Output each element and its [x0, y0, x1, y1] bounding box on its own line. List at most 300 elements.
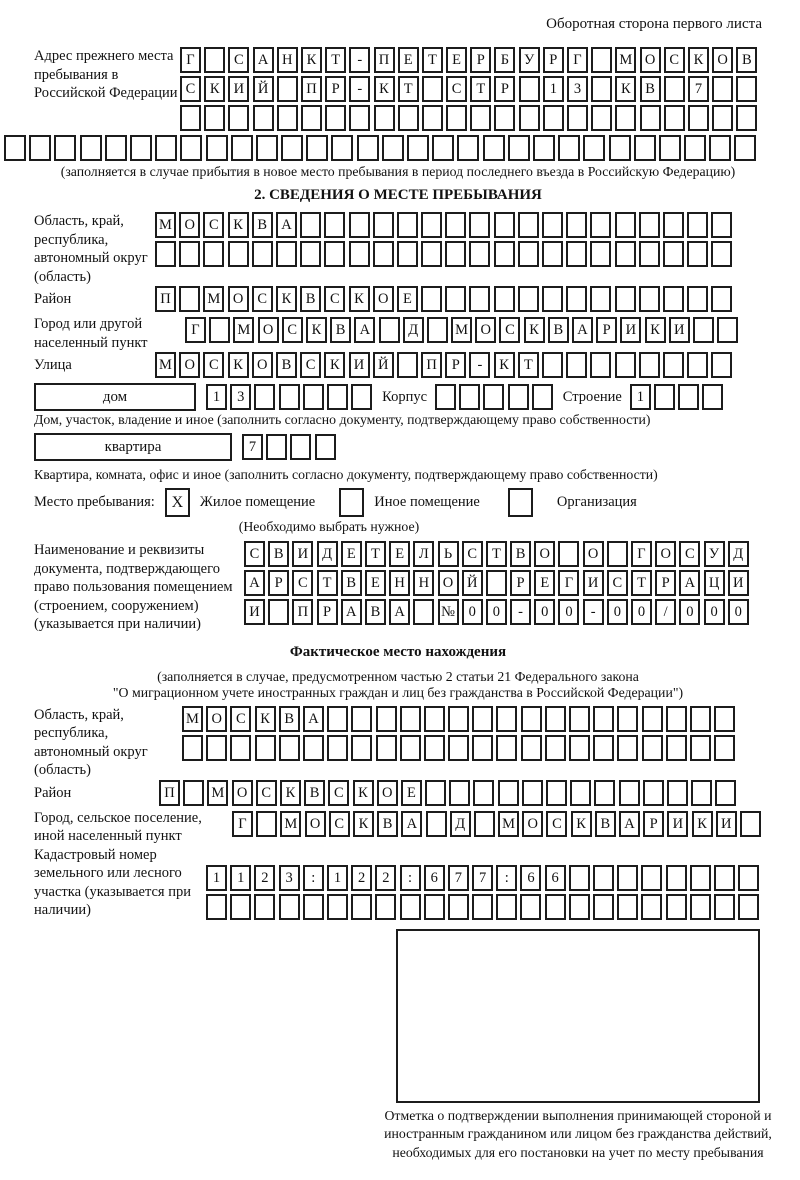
char-cell: Т [422, 47, 443, 73]
char-cell [591, 76, 612, 102]
char-cell: С [300, 352, 321, 378]
char-cell [228, 241, 249, 267]
char-cell: Е [389, 541, 410, 567]
char-cell [277, 76, 298, 102]
char-cell: : [400, 865, 421, 891]
char-cell [445, 241, 466, 267]
prev-address-row-3 [180, 105, 757, 131]
char-cell: Р [655, 570, 676, 596]
char-cell [663, 352, 684, 378]
char-cell [615, 286, 636, 312]
char-cell: Л [413, 541, 434, 567]
char-cell: 1 [206, 384, 227, 410]
char-cell [583, 135, 605, 161]
char-cell: С [324, 286, 345, 312]
char-cell: А [341, 599, 362, 625]
char-cell: Д [403, 317, 424, 343]
char-cell: М [155, 212, 176, 238]
char-cell: П [155, 286, 176, 312]
char-cell: С [664, 47, 685, 73]
char-cell [508, 384, 529, 410]
char-cell [276, 241, 297, 267]
char-cell [690, 706, 711, 732]
char-cell [331, 135, 353, 161]
char-cell [567, 105, 588, 131]
char-cell: О [475, 317, 496, 343]
char-cell [663, 286, 684, 312]
char-cell [690, 894, 711, 920]
char-cell [231, 135, 253, 161]
char-cell [183, 780, 204, 806]
char-cell: К [228, 352, 249, 378]
char-cell: В [510, 541, 531, 567]
char-cell: Т [631, 570, 652, 596]
char-cell [349, 105, 370, 131]
char-cell [570, 780, 591, 806]
stay-type-checkbox-residential: X [165, 488, 190, 517]
apartment-number-boxes [242, 434, 336, 460]
char-cell [740, 811, 761, 837]
document-row-2 [244, 570, 749, 596]
registration-stamp-area [396, 929, 760, 1103]
char-cell: С [244, 541, 265, 567]
char-cell [204, 105, 225, 131]
char-cell: 2 [351, 865, 372, 891]
char-cell: 0 [728, 599, 749, 625]
char-cell: К [255, 706, 276, 732]
char-cell [654, 384, 675, 410]
char-cell: А [389, 599, 410, 625]
char-cell [711, 352, 732, 378]
char-cell [426, 811, 447, 837]
char-cell: О [228, 286, 249, 312]
char-cell [714, 735, 735, 761]
char-cell: С [462, 541, 483, 567]
char-cell: К [301, 47, 322, 73]
char-cell [717, 317, 738, 343]
char-cell [639, 286, 660, 312]
region-block [34, 212, 762, 286]
char-cell [29, 135, 51, 161]
char-cell [615, 212, 636, 238]
actual-city-row [232, 811, 761, 837]
char-cell [206, 135, 228, 161]
prev-address-rows [180, 47, 757, 134]
char-cell [522, 780, 543, 806]
char-cell [351, 384, 372, 410]
house-type-box: дом [34, 383, 196, 411]
region-row-1 [155, 212, 732, 238]
actual-region-label: Область, край, республика, автономный округ (область) [34, 706, 148, 778]
char-cell: У [519, 47, 540, 73]
char-cell: 0 [558, 599, 579, 625]
stay-type-checkbox-organization [508, 488, 533, 517]
char-cell: Т [365, 541, 386, 567]
char-cell: 6 [520, 865, 541, 891]
char-cell: Е [398, 47, 419, 73]
char-cell: К [374, 76, 395, 102]
char-cell: К [571, 811, 592, 837]
char-cell [641, 894, 662, 920]
char-cell [736, 105, 757, 131]
char-cell: И [620, 317, 641, 343]
char-cell: / [655, 599, 676, 625]
char-cell: К [645, 317, 666, 343]
char-cell: 0 [607, 599, 628, 625]
char-cell: Н [389, 570, 410, 596]
char-cell: 7 [242, 434, 263, 460]
stamp-caption: Отметка о подтверждении выполнения принимающей стороной и иностранным гражданином или лицом без гражданства действий, необходимых для его постановки на учет по месту пребывания [384, 1107, 772, 1160]
char-cell [542, 286, 563, 312]
char-cell [496, 735, 517, 761]
char-cell [397, 241, 418, 267]
char-cell [640, 105, 661, 131]
char-cell [315, 434, 336, 460]
char-cell [711, 286, 732, 312]
char-cell [546, 780, 567, 806]
char-cell [4, 135, 26, 161]
char-cell: О [655, 541, 676, 567]
char-cell [252, 241, 273, 267]
stay-type-note: (Необходимо выбрать нужное) [238, 519, 420, 534]
stay-type-option-residential: Жилое помещение [199, 494, 316, 510]
prev-address-label: Адрес прежнего места пребывания в Российской Федерации [34, 48, 178, 101]
char-cell: Б [494, 47, 515, 73]
char-cell [483, 384, 504, 410]
char-cell [711, 241, 732, 267]
char-cell: С [329, 811, 350, 837]
char-cell [494, 286, 515, 312]
char-cell: М [207, 780, 228, 806]
char-cell [203, 241, 224, 267]
char-cell: К [349, 286, 370, 312]
char-cell [327, 384, 348, 410]
actual-location-note-1: (заполняется в случае, предусмотренном частью 2 статьи 21 Федерального закона [157, 668, 639, 684]
char-cell [469, 241, 490, 267]
cadastral-row-1 [206, 865, 759, 891]
char-cell [714, 865, 735, 891]
char-cell: К [692, 811, 713, 837]
char-cell: Е [341, 541, 362, 567]
char-cell [266, 434, 287, 460]
char-cell: Р [325, 76, 346, 102]
char-cell [432, 135, 454, 161]
char-cell [206, 735, 227, 761]
char-cell [639, 241, 660, 267]
char-cell: А [303, 706, 324, 732]
char-cell [494, 212, 515, 238]
char-cell [301, 105, 322, 131]
actual-region-row-2 [182, 735, 735, 761]
char-cell [206, 894, 227, 920]
char-cell [228, 105, 249, 131]
char-cell: С [228, 47, 249, 73]
char-cell [715, 780, 736, 806]
char-cell: Р [510, 570, 531, 596]
char-cell [494, 105, 515, 131]
char-cell [472, 735, 493, 761]
char-cell [327, 706, 348, 732]
char-cell [277, 105, 298, 131]
house-caption: Дом, участок, владение и иное (заполнить согласно документу, подтверждающему право собственности) [34, 412, 651, 427]
char-cell: 1 [630, 384, 651, 410]
char-cell: № [438, 599, 459, 625]
city-block [34, 315, 762, 352]
char-cell [518, 286, 539, 312]
char-cell [619, 780, 640, 806]
char-cell: Н [277, 47, 298, 73]
actual-location-title: Фактическое место нахождения [289, 643, 507, 660]
stroenie-label: Строение [562, 388, 622, 405]
char-cell [54, 135, 76, 161]
char-cell [663, 241, 684, 267]
char-cell [693, 317, 714, 343]
char-cell: У [704, 541, 725, 567]
char-cell: Й [373, 352, 394, 378]
char-cell [230, 735, 251, 761]
char-cell [590, 286, 611, 312]
char-cell [279, 894, 300, 920]
char-cell: С [607, 570, 628, 596]
char-cell [421, 241, 442, 267]
char-cell [254, 894, 275, 920]
char-cell [325, 105, 346, 131]
char-cell [738, 865, 759, 891]
char-cell: А [572, 317, 593, 343]
char-cell [400, 735, 421, 761]
char-cell: Р [445, 352, 466, 378]
char-cell: А [253, 47, 274, 73]
char-cell: А [619, 811, 640, 837]
char-cell: И [716, 811, 737, 837]
char-cell: К [324, 352, 345, 378]
char-cell: 0 [486, 599, 507, 625]
char-cell [590, 241, 611, 267]
char-cell [424, 894, 445, 920]
prev-address-note: (заполняется в случае прибытия в новое место пребывания в период последнего въезда в Российскую Федерацию) [60, 164, 736, 179]
char-cell: О [252, 352, 273, 378]
char-cell [300, 241, 321, 267]
char-cell [712, 105, 733, 131]
char-cell [469, 286, 490, 312]
char-cell: 0 [534, 599, 555, 625]
char-cell [590, 352, 611, 378]
char-cell: О [583, 541, 604, 567]
actual-district-label: Район [34, 784, 72, 801]
page-header-note: Оборотная сторона первого листа [546, 16, 762, 32]
char-cell [351, 894, 372, 920]
char-cell [496, 706, 517, 732]
char-cell: С [546, 811, 567, 837]
char-cell [445, 212, 466, 238]
actual-district-block [34, 780, 762, 809]
char-cell [376, 735, 397, 761]
char-cell [734, 135, 756, 161]
char-cell: С [328, 780, 349, 806]
char-cell: М [233, 317, 254, 343]
char-cell [642, 735, 663, 761]
char-cell: О [640, 47, 661, 73]
char-cell: Т [317, 570, 338, 596]
apartment-row [34, 433, 762, 461]
city-label: Город или другой населенный пункт [34, 316, 148, 351]
char-cell: О [179, 352, 200, 378]
char-cell [427, 317, 448, 343]
char-cell: - [469, 352, 490, 378]
char-cell [435, 384, 456, 410]
char-cell [591, 105, 612, 131]
char-cell [519, 105, 540, 131]
char-cell: 2 [375, 865, 396, 891]
char-cell: С [282, 317, 303, 343]
char-cell [607, 541, 628, 567]
char-cell: К [228, 212, 249, 238]
char-cell [687, 286, 708, 312]
char-cell [545, 735, 566, 761]
char-cell [327, 894, 348, 920]
char-cell [80, 135, 102, 161]
char-cell: 7 [688, 76, 709, 102]
char-cell: Ь [438, 541, 459, 567]
char-cell [615, 105, 636, 131]
char-cell [639, 352, 660, 378]
char-cell: О [534, 541, 555, 567]
char-cell: К [688, 47, 709, 73]
char-cell: 6 [545, 865, 566, 891]
char-cell: 1 [543, 76, 564, 102]
char-cell [254, 384, 275, 410]
char-cell: 6 [424, 865, 445, 891]
char-cell [376, 706, 397, 732]
char-cell [256, 135, 278, 161]
char-cell: И [349, 352, 370, 378]
char-cell [518, 241, 539, 267]
char-cell: К [276, 286, 297, 312]
char-cell: Р [596, 317, 617, 343]
char-cell [230, 894, 251, 920]
district-row [155, 286, 732, 312]
char-cell [449, 780, 470, 806]
char-cell: О [438, 570, 459, 596]
char-cell [617, 894, 638, 920]
char-cell [542, 241, 563, 267]
char-cell [474, 811, 495, 837]
char-cell: Т [518, 352, 539, 378]
char-cell [459, 384, 480, 410]
char-cell [593, 706, 614, 732]
char-cell: 7 [448, 865, 469, 891]
char-cell: А [354, 317, 375, 343]
region-label: Область, край, республика, автономный округ (область) [34, 213, 148, 285]
char-cell [407, 135, 429, 161]
char-cell [542, 212, 563, 238]
char-cell: И [669, 317, 690, 343]
cadastral-label: Кадастровый номер земельного или лесного участка (указывается при наличии) [34, 846, 191, 918]
apartment-type-box: квартира [34, 433, 232, 461]
cadastral-block [34, 846, 762, 923]
actual-district-row [159, 780, 736, 806]
char-cell [690, 735, 711, 761]
char-cell: 0 [462, 599, 483, 625]
char-cell [398, 105, 419, 131]
char-cell: К [353, 811, 374, 837]
char-cell [424, 706, 445, 732]
char-cell: М [203, 286, 224, 312]
char-cell: 7 [472, 865, 493, 891]
region-row-2 [155, 241, 732, 267]
char-cell: П [374, 47, 395, 73]
char-cell [256, 811, 277, 837]
char-cell: А [276, 212, 297, 238]
char-cell [590, 212, 611, 238]
char-cell [714, 706, 735, 732]
street-row [155, 352, 732, 378]
char-cell [413, 599, 434, 625]
char-cell: Г [180, 47, 201, 73]
char-cell [421, 212, 442, 238]
cadastral-row-2 [206, 894, 759, 920]
char-cell: И [728, 570, 749, 596]
char-cell: О [377, 780, 398, 806]
char-cell: И [228, 76, 249, 102]
char-cell [617, 735, 638, 761]
char-cell [687, 212, 708, 238]
char-cell [130, 135, 152, 161]
char-cell [687, 352, 708, 378]
char-cell [558, 541, 579, 567]
char-cell [470, 105, 491, 131]
char-cell: : [303, 865, 324, 891]
char-cell: В [279, 706, 300, 732]
char-cell [472, 706, 493, 732]
char-cell: 3 [567, 76, 588, 102]
actual-city-block [34, 809, 762, 846]
char-cell [324, 241, 345, 267]
char-cell [357, 135, 379, 161]
char-cell: Д [317, 541, 338, 567]
char-cell [373, 212, 394, 238]
char-cell: Д [728, 541, 749, 567]
char-cell [711, 212, 732, 238]
char-cell [253, 105, 274, 131]
stay-type-option-other: Иное помещение [374, 494, 480, 510]
stroenie-boxes [630, 384, 724, 410]
char-cell [180, 105, 201, 131]
char-cell [664, 76, 685, 102]
char-cell: М [498, 811, 519, 837]
char-cell [558, 135, 580, 161]
korpus-label: Корпус [382, 388, 428, 405]
char-cell [400, 894, 421, 920]
char-cell [566, 286, 587, 312]
char-cell [473, 780, 494, 806]
char-cell [268, 599, 289, 625]
char-cell: 1 [327, 865, 348, 891]
char-cell [279, 384, 300, 410]
char-cell: О [232, 780, 253, 806]
char-cell: П [292, 599, 313, 625]
char-cell: К [204, 76, 225, 102]
char-cell [617, 865, 638, 891]
char-cell [591, 47, 612, 73]
char-cell: Р [317, 599, 338, 625]
char-cell: И [244, 599, 265, 625]
actual-region-block [34, 706, 762, 780]
prev-address-block [34, 47, 762, 134]
char-cell: В [548, 317, 569, 343]
char-cell [374, 105, 395, 131]
char-cell: А [679, 570, 700, 596]
